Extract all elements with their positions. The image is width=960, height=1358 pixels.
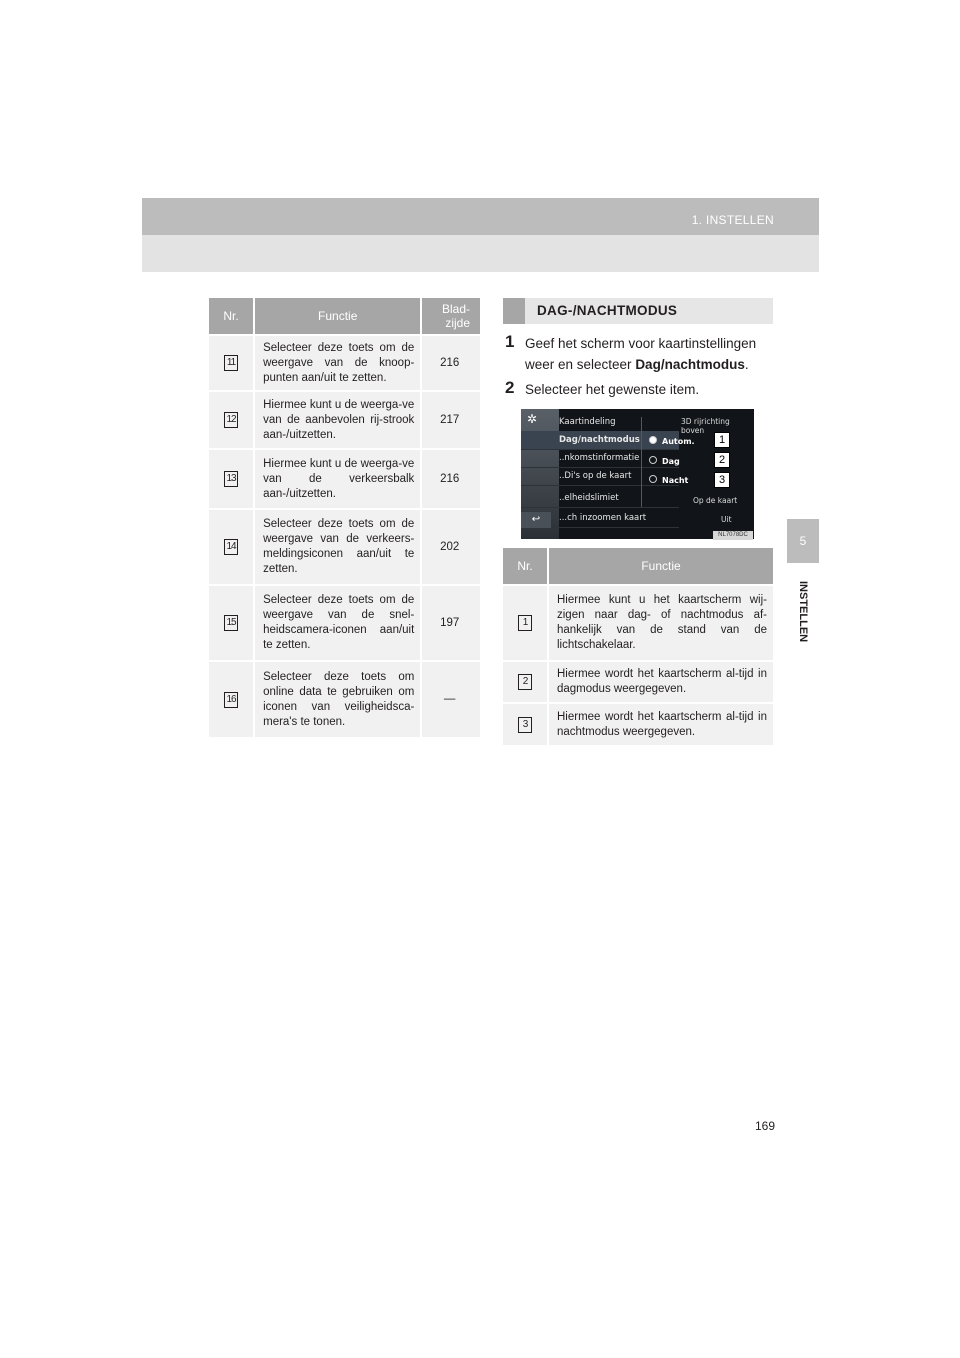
screen-menu-item: ..Di's op de kaart [521, 467, 679, 486]
table-row [209, 661, 480, 737]
number-box: 1 [518, 615, 532, 631]
section-heading-bar [503, 298, 773, 324]
chapter-tab: 5 [787, 519, 819, 563]
screen-menu-item-selected: Dag/nachtmodus [521, 431, 679, 450]
radio-off-icon [649, 475, 657, 483]
page-ref: 197 [421, 585, 480, 661]
callout-3: 3 [714, 472, 730, 488]
col-header-functie: Functie [548, 548, 773, 585]
callout-1: 1 [714, 432, 730, 448]
function-text: Hiermee kunt u de weerga-ve van de aanbevolen rij-strook aan-/uitzetten. [254, 391, 421, 449]
screen-value-op-de-kaart: Op de kaart [693, 496, 738, 505]
screen-menu-item: ..nkomstinformatie [521, 449, 679, 468]
table-row [503, 585, 773, 661]
option-dag: Dag [649, 456, 680, 466]
image-code: NL7078DC [713, 531, 753, 540]
col-header-functie: Functie [254, 298, 421, 335]
page-ref: — [421, 661, 480, 737]
table-row [209, 449, 480, 509]
table-row [209, 585, 480, 661]
number-box: 2 [518, 674, 532, 690]
screen-value-uit: Uit [721, 515, 732, 524]
table-row [503, 661, 773, 703]
page-ref: 217 [421, 391, 480, 449]
screen-menu-item: Kaartindeling [521, 413, 679, 432]
function-text: Hiermee kunt u de weerga-ve van de verkeersbalk aan-/uitzetten. [254, 449, 421, 509]
step-number: 2 [505, 378, 515, 397]
step-1: 1 Geef het scherm voor kaartinstellingen weer en selecteer Dag/nachtmodus. [505, 332, 757, 372]
option-auto: Autom. [649, 436, 695, 446]
col-header-bladzijde: Blad- zijde [421, 298, 480, 335]
function-text: Selecteer deze toets om de weergave van de knoop-punten aan/uit te zetten. [254, 335, 421, 391]
right-function-table [503, 548, 773, 745]
page-ref: 216 [421, 335, 480, 391]
number-box: 14 [224, 539, 238, 555]
function-text: Selecteer deze toets om de weergave van de verkeers-meldingsiconen aan/uit te zetten. [254, 509, 421, 585]
screen-header-text: 3D rijrichting boven [681, 417, 730, 435]
step-bold-term: Dag/nachtmodus [635, 357, 745, 372]
page-ref: 202 [421, 509, 480, 585]
number-box: 13 [224, 471, 238, 487]
table-row [503, 703, 773, 745]
table-row [209, 335, 480, 391]
screen-menu-item: ...ch inzoomen kaart [521, 509, 679, 528]
section-heading: DAG-/NACHTMODUS [537, 303, 678, 318]
screen-menu-item: ..elheidslimiet [521, 489, 679, 508]
page-number: 169 [755, 1119, 776, 1133]
number-box: 12 [224, 412, 238, 428]
step-text: Geef het scherm voor kaartinstellingen weer en selecteer [525, 336, 757, 372]
number-box: 3 [518, 717, 532, 733]
screen-divider [641, 417, 642, 507]
col-header-nr: Nr. [209, 298, 254, 335]
radio-on-icon [649, 436, 657, 444]
gear-icon: ✲ [527, 412, 538, 426]
header-subband [142, 235, 819, 272]
number-box: 11 [224, 355, 238, 371]
col-header-nr: Nr. [503, 548, 548, 585]
section-title: 1. INSTELLEN [691, 213, 774, 227]
table-row [209, 391, 480, 449]
left-function-table [209, 298, 480, 737]
table-row [209, 509, 480, 585]
radio-off-icon [649, 456, 657, 464]
option-nacht: Nacht [649, 475, 688, 485]
step-text: Selecteer het gewenste item. [525, 382, 700, 397]
step-2 [505, 379, 775, 400]
callout-2: 2 [714, 452, 730, 468]
chapter-label: INSTELLEN [797, 581, 809, 643]
function-text: Hiermee wordt het kaartscherm al-tijd in nachtmodus weergegeven. [548, 703, 773, 745]
back-arrow-icon: ↩ [521, 512, 551, 528]
function-text: Hiermee wordt het kaartscherm al-tijd in dagmodus weergegeven. [548, 661, 773, 703]
function-text: Selecteer deze toets om online data te gebruiken om iconen van veiligheidsca-mera's te tonen. [254, 661, 421, 737]
page-ref: 216 [421, 449, 480, 509]
heading-marker [503, 298, 525, 324]
function-text: Hiermee kunt u het kaartscherm wij-zigen naar dag- of nachtmodus af-hankelijk van de stand van de lichtschakelaar. [548, 585, 773, 661]
step-number: 1 [505, 332, 515, 351]
number-box: 15 [224, 615, 238, 631]
function-text: Selecteer deze toets om de weergave van de snel-heidscamera-iconen aan/uit te zetten. [254, 585, 421, 661]
number-box: 16 [224, 692, 238, 708]
